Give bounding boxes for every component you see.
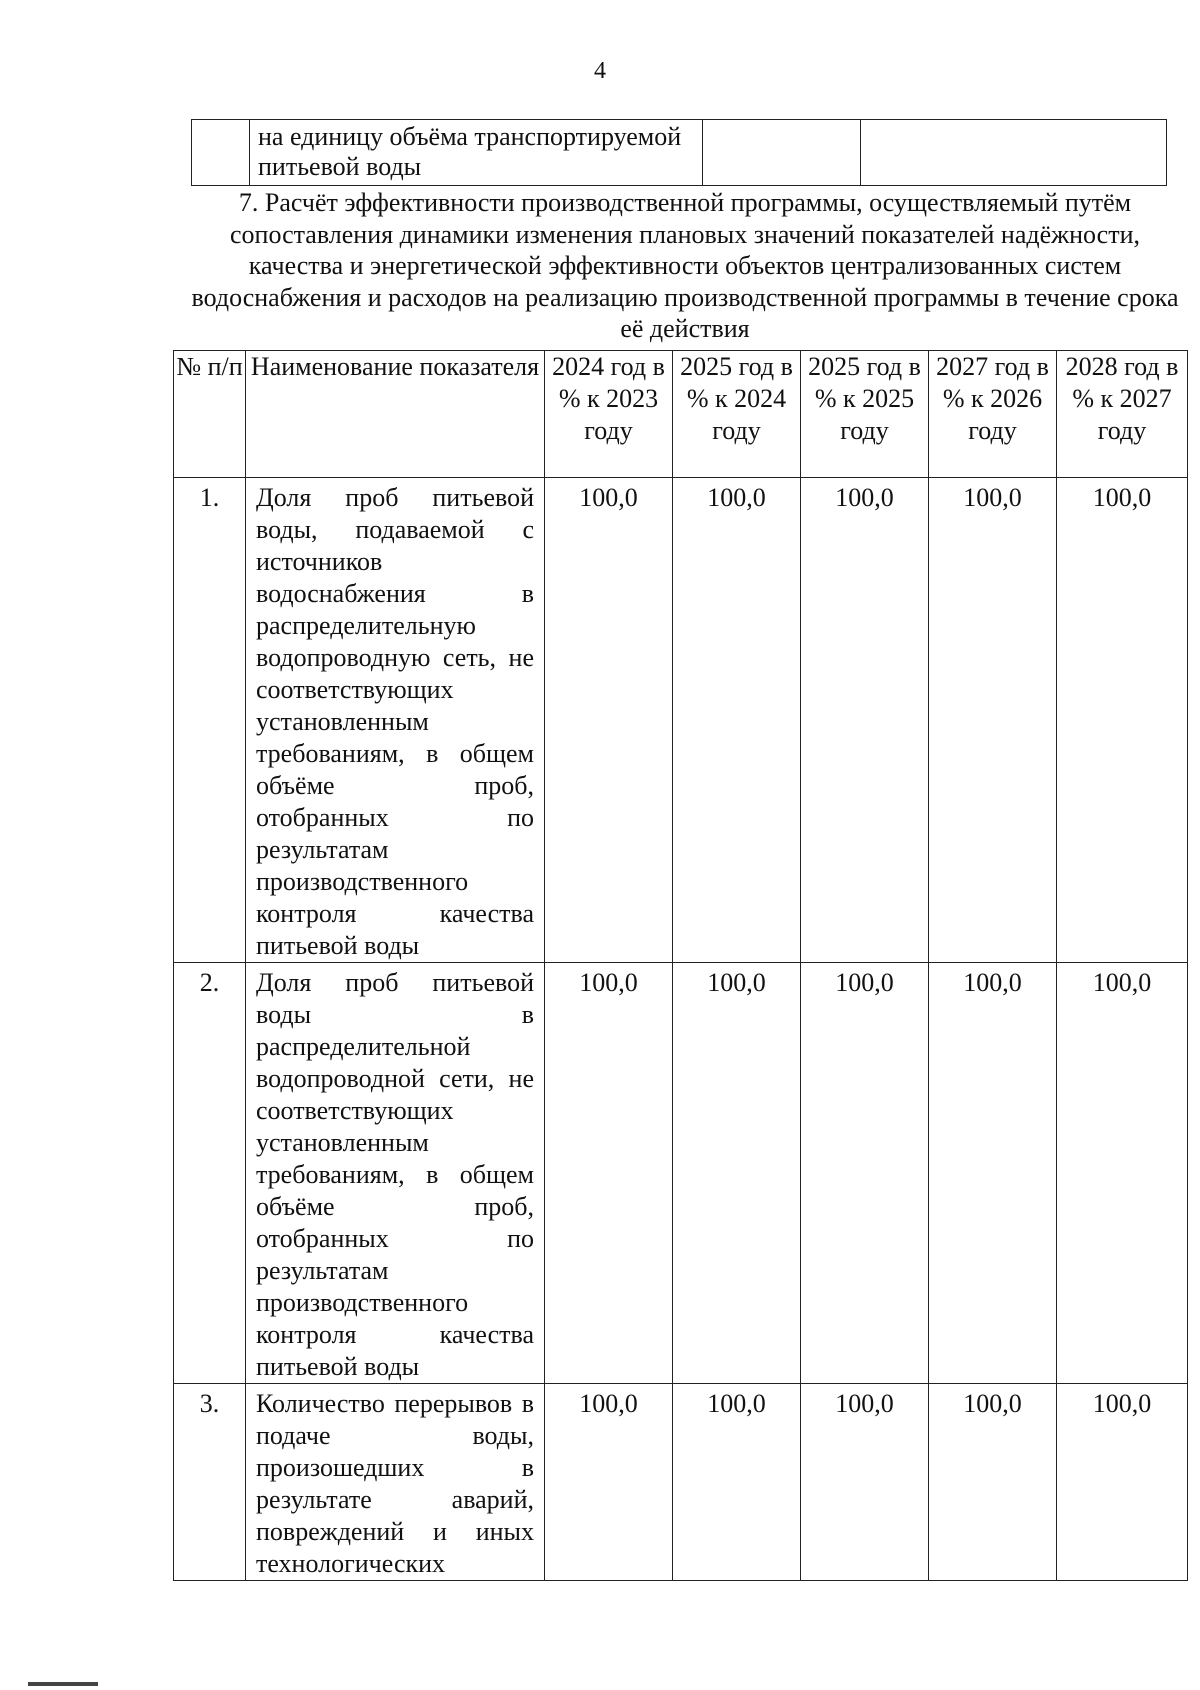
header-year-2027: 2027 год в % к 2026 году [929, 351, 1057, 478]
table-row [192, 120, 1167, 186]
table-cell-value [703, 120, 861, 186]
value-cell: 100,0 [1057, 1384, 1188, 1581]
header-year-2025-b: 2025 год в % к 2025 году [801, 351, 929, 478]
value-cell: 100,0 [545, 963, 673, 1384]
value-cell: 100,0 [801, 1384, 929, 1581]
value-cell: 100,0 [673, 1384, 801, 1581]
continuation-table [191, 119, 1167, 186]
table-cell-value [861, 120, 1167, 186]
indicator-name: Количество перерывов в подаче воды, произошедших в результате аварий, повреждений и иных технологических [246, 1384, 545, 1581]
value-cell: 100,0 [801, 478, 929, 963]
value-cell: 100,0 [1057, 478, 1188, 963]
table-row [174, 1384, 1188, 1581]
table-header-row [174, 351, 1188, 478]
value-cell: 100,0 [929, 963, 1057, 1384]
row-number: 1. [174, 478, 246, 963]
value-cell: 100,0 [673, 478, 801, 963]
indicator-name: Доля проб питьевой воды в распределительной водопроводной сети, не соответствующих установленным требованиям, в общем объёме проб, отобранных по результатам производственного контроля качества питьевой воды [246, 963, 545, 1384]
value-cell: 100,0 [1057, 963, 1188, 1384]
header-year-2028: 2028 год в % к 2027 году [1057, 351, 1188, 478]
indicator-name: Доля проб питьевой воды, подаваемой с источников водоснабжения в распределительную водопроводную сеть, не соответствующих установленным требованиям, в общем объёме проб, отобранных по результатам производственного контроля качества питьевой воды [246, 478, 545, 963]
header-indicator-name: Наименование показателя [246, 351, 545, 478]
header-year-2025: 2025 год в % к 2024 году [673, 351, 801, 478]
page-number: 4 [594, 58, 606, 84]
header-year-2024: 2024 год в % к 2023 году [545, 351, 673, 478]
efficiency-table [173, 350, 1188, 1581]
value-cell: 100,0 [673, 963, 801, 1384]
table-cell-description: на единицу объёма транспортируемой питьевой воды [250, 120, 703, 186]
header-number: № п/п [174, 351, 246, 478]
table-row [174, 963, 1188, 1384]
value-cell: 100,0 [545, 478, 673, 963]
table-cell-number [192, 120, 250, 186]
value-cell: 100,0 [545, 1384, 673, 1581]
value-cell: 100,0 [929, 1384, 1057, 1581]
scan-edge-mark [28, 1682, 98, 1686]
row-number: 2. [174, 963, 246, 1384]
value-cell: 100,0 [801, 963, 929, 1384]
table-row [174, 478, 1188, 963]
value-cell: 100,0 [929, 478, 1057, 963]
section-heading: 7. Расчёт эффективности производственной программы, осуществляемый путём сопоставления динамики изменения плановых значений показателей надёжности, качества и энергетической эффективности объектов централизованных систем водоснабжения и расходов на реализацию производственной программы в течение срока её действия [191, 188, 1179, 343]
row-number: 3. [174, 1384, 246, 1581]
